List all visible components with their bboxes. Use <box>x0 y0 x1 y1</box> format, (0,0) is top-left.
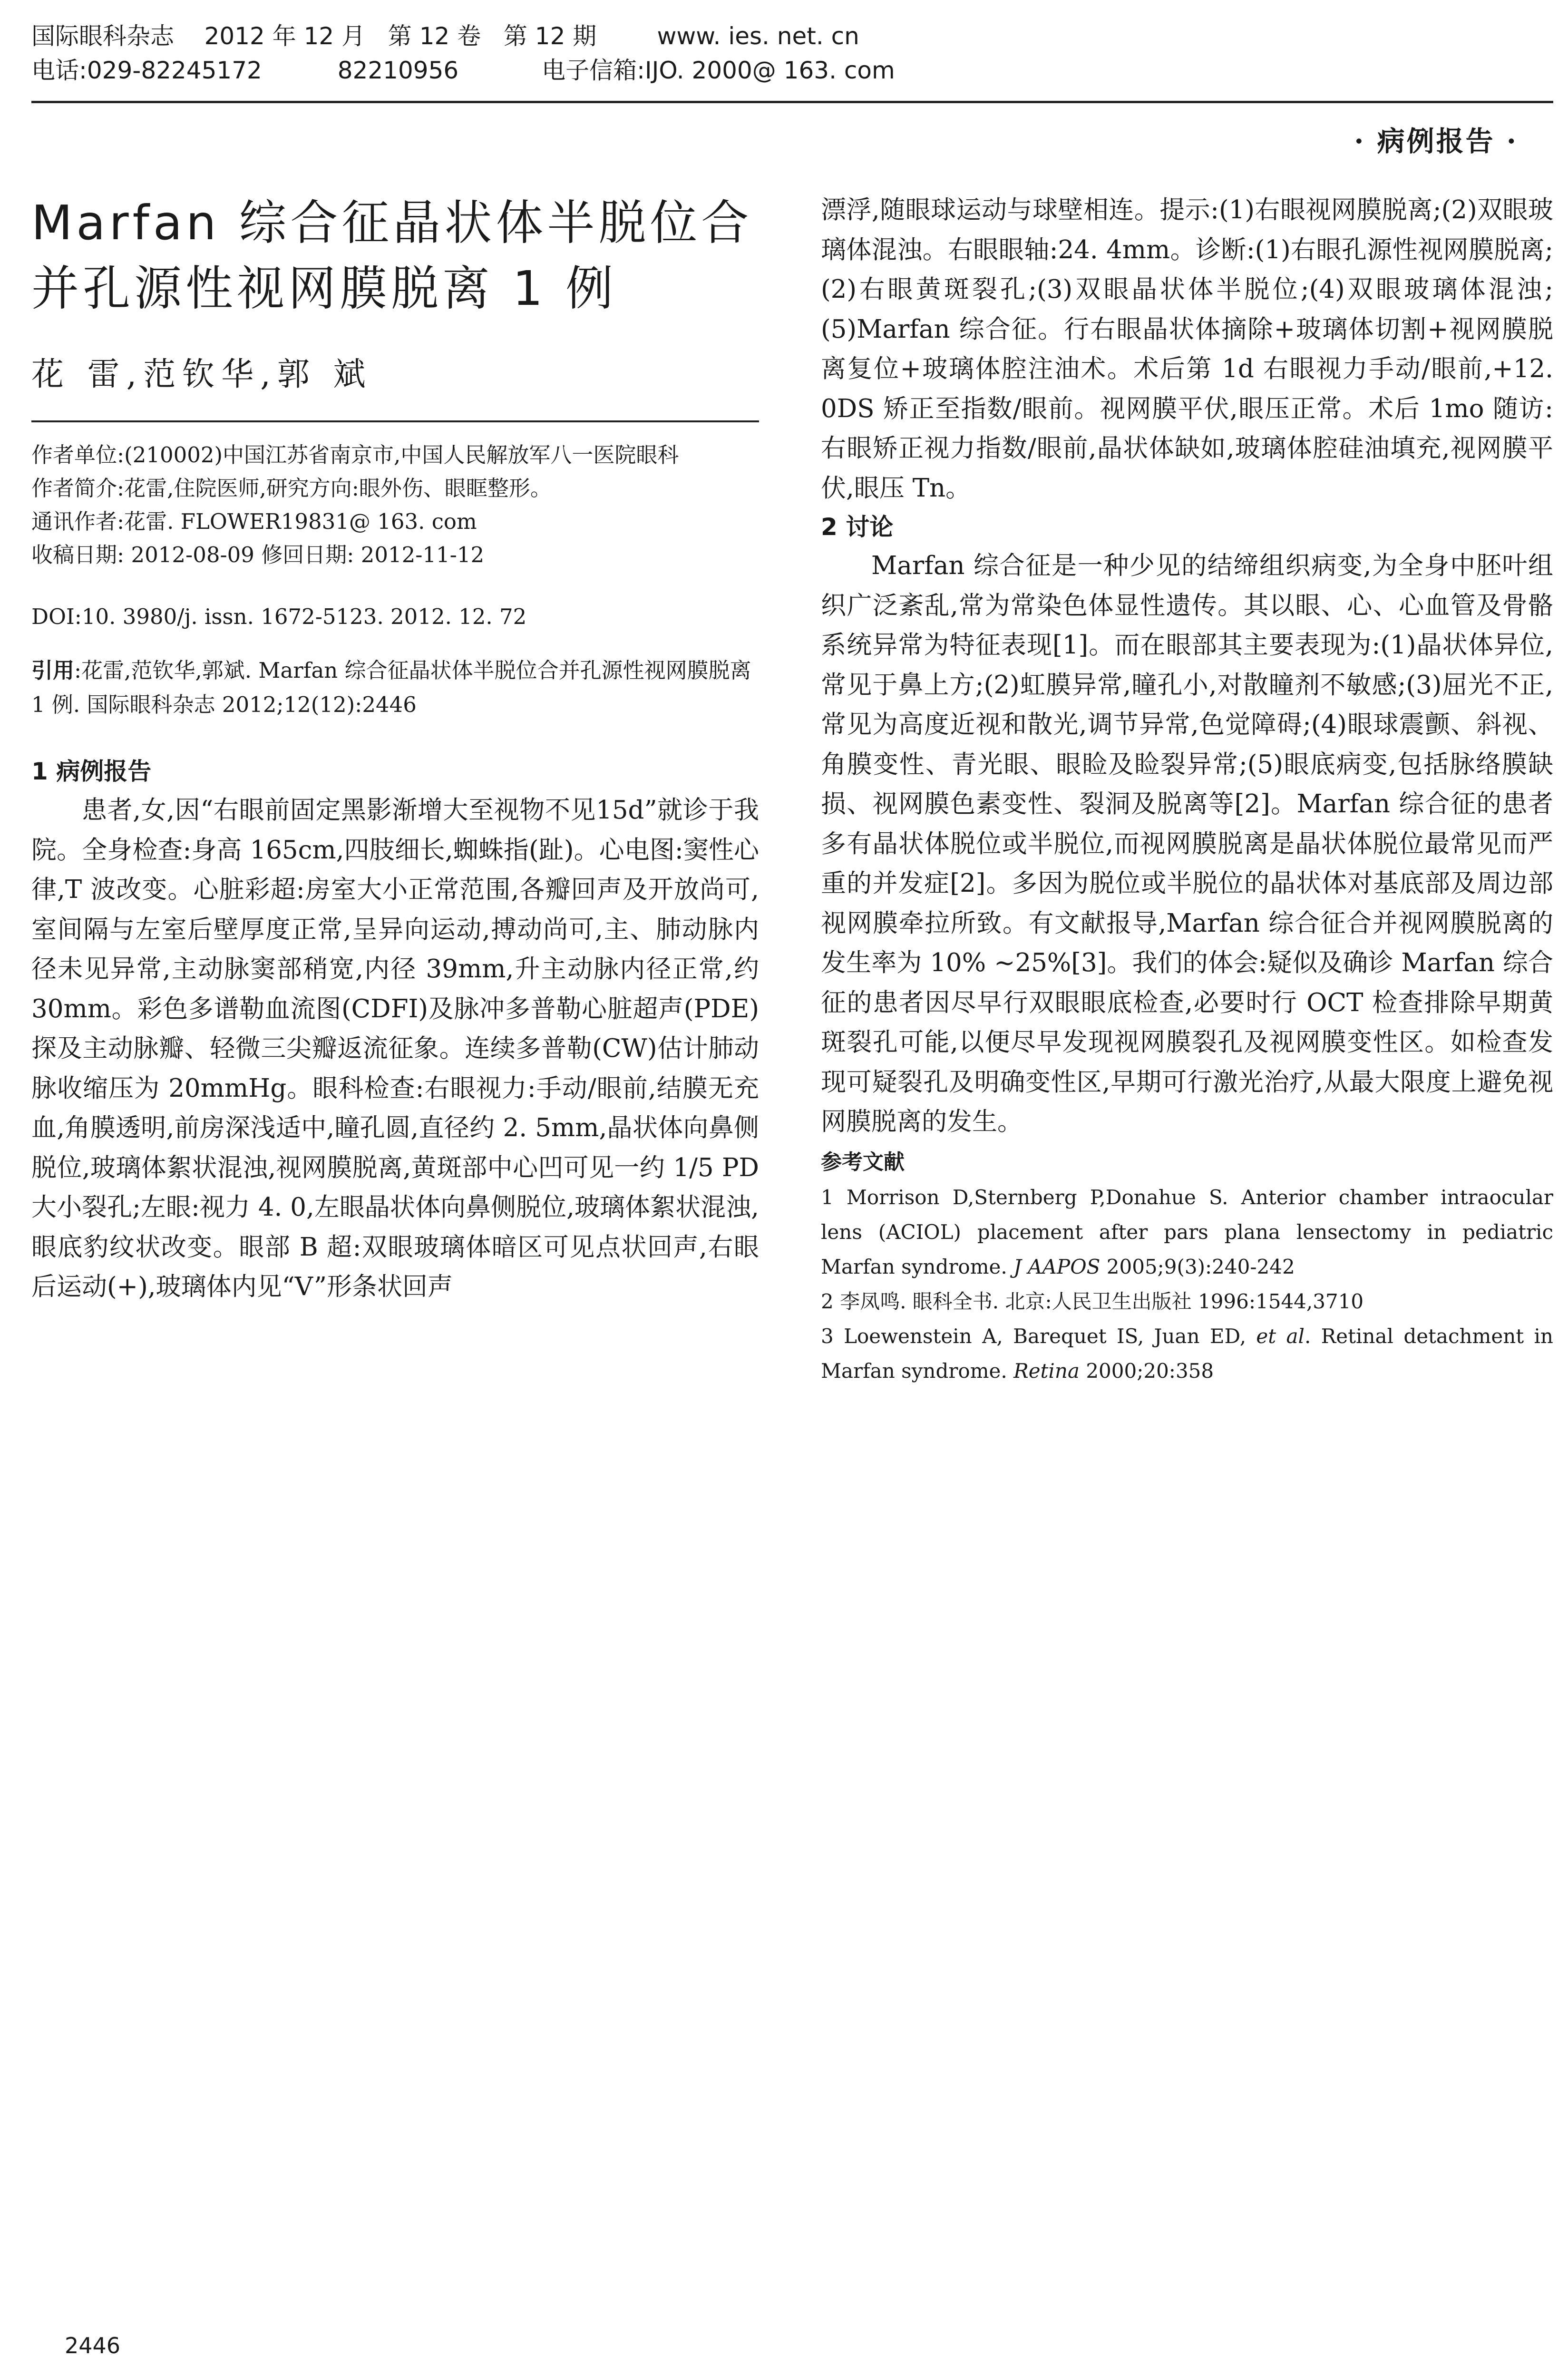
left-column <box>31 190 759 1307</box>
corresponding-author: 通讯作者:花雷. FLOWER19831@ 163. com <box>31 509 477 534</box>
reference-item: 2 李凤鸣. 眼科全书. 北京:人民卫生出版社 1996:1544,3710 <box>821 1289 1364 1313</box>
title-divider <box>31 420 759 422</box>
received-dates: 收稿日期: 2012-08-09 修回日期: 2012-11-12 <box>31 542 485 567</box>
right-column <box>821 190 1553 1388</box>
citation-block <box>31 653 759 722</box>
section-heading-case-report: 1 病例报告 <box>31 758 152 785</box>
author-intro: 作者简介:花雷,住院医师,研究方向:眼外伤、眼眶整形。 <box>31 476 552 501</box>
reference-item: 3 Loewenstein A, Barequet IS, Juan ED, et al. Retinal detachment in Marfan syndrome. Retina 2000;20:358 <box>821 1324 1553 1383</box>
article-title <box>31 190 759 321</box>
references-heading: 参考文献 <box>821 1150 905 1174</box>
discussion-paragraph: Marfan 综合征是一种少见的结缔组织病变,为全身中胚叶组织广泛紊乱,常为常染色体显性遗传。其以眼、心、心血管及骨骼系统异常为特征表现[1]。而在眼部其主要表现为:(1)晶状体异位,常见于鼻上方;(2)虹膜异常,瞳孔小,对散瞳剂不敏感;(3)屈光不正,常见为高度近视和散光,调节异常,色觉障碍;(4)眼球震颤、斜视、角膜变性、青光眼、眼睑及睑裂异常;(5)眼底病变,包括脉络膜缺损、视网膜色素变性、裂洞及脱离等[2]。Marfan 综合征的患者多有晶状体脱位或半脱位,而视网膜脱离是晶状体脱位最常见而严重的并发症[2]。多因为脱位或半脱位的晶状体对基底部及周边部视网膜牵拉所致。有文献报导,Marfan 综合征合并视网膜脱离的发生率为 10% ~25%[3]。我们的体会:疑似及确诊 Marfan 综合征的患者因尽早行双眼眼底检查,必要时行 OCT 检查排除早期黄斑裂孔可能,以便尽早发现视网膜裂孔及视网膜变性区。如检查发现可疑裂孔及明确变性区,早期可行激光治疗,从最大限度上避免视网膜脱离的发生。 <box>821 551 1553 1136</box>
section-tag: · 病例报告 · <box>1354 125 1518 157</box>
journal-header <box>31 19 1553 88</box>
author-list: 花 雷,范钦华,郭 斌 <box>31 356 372 393</box>
citation-text: :花雷,范钦华,郭斌. Marfan 综合征晶状体半脱位合并孔源性视网膜脱离 1 例. 国际眼科杂志 2012;12(12):2446 <box>31 658 751 717</box>
header-divider <box>31 101 1553 103</box>
citation-label: 引用 <box>31 658 75 683</box>
doi: DOI:10. 3980/j. issn. 1672-5123. 2012. 12. 72 <box>31 604 527 629</box>
title-line-1: Marfan 综合征晶状体半脱位合 <box>31 195 753 251</box>
reference-item: 1 Morrison D,Sternberg P,Donahue S. Anterior chamber intraocular lens (ACIOL) placement after pars plana lensectomy in pediatric Marfan syndrome. J AAPOS 2005;9(3):240-242 <box>821 1185 1553 1278</box>
case-report-continued: 漂浮,随眼球运动与球壁相连。提示:(1)右眼视网膜脱离;(2)双眼玻璃体混浊。右眼眼轴:24. 4mm。诊断:(1)右眼孔源性视网膜脱离;(2)右眼黄斑裂孔;(3)双眼晶状体半脱位;(4)双眼玻璃体混浊;(5)Marfan 综合征。行右眼晶状体摘除+玻璃体切割+视网膜脱离复位+玻璃体腔注油术。术后第 1d 右眼视力手动/眼前,+12. 0DS 矫正至指数/眼前。视网膜平伏,眼压正常。术后 1mo 随访:右眼矫正视力指数/眼前,晶状体缺如,玻璃体腔硅油填充,视网膜平伏,眼压 Tn。 <box>821 195 1553 503</box>
header-contact-line: 电话:029-82245172 82210956 电子信箱:IJO. 2000@ 163. com <box>31 57 895 84</box>
article-metadata <box>31 438 759 633</box>
title-line-2: 并孔源性视网膜脱离 1 例 <box>31 261 617 316</box>
page-number: 2446 <box>65 2333 121 2358</box>
header-journal-line: 国际眼科杂志 2012 年 12 月 第 12 卷 第 12 期 www. ies. net. cn <box>31 22 859 50</box>
case-report-paragraph: 患者,女,因“右眼前固定黑影渐增大至视物不见15d”就诊于我院。全身检查:身高 165cm,四肢细长,蜘蛛指(趾)。心电图:窦性心律,T 波改变。心脏彩超:房室大小正常范围,各瓣回声及开放尚可,室间隔与左室后壁厚度正常,呈异向运动,搏动尚可,主、肺动脉内径未见异常,主动脉窦部稍宽,内径 39mm,升主动脉内径正常,约30mm。彩色多谱勒血流图(CDFI)及脉冲多普勒心脏超声(PDE)探及主动脉瓣、轻微三尖瓣返流征象。连续多普勒(CW)估计肺动脉收缩压为 20mmHg。眼科检查:右眼视力:手动/眼前,结膜无充血,角膜透明,前房深浅适中,瞳孔圆,直径约 2. 5mm,晶状体向鼻侧脱位,玻璃体絮状混浊,视网膜脱离,黄斑部中心凹可见一约 1/5 PD 大小裂孔;左眼:视力 4. 0,左眼晶状体向鼻侧脱位,玻璃体絮状混浊,眼底豹纹状改变。眼部 B 超:双眼玻璃体暗区可见点状回声,右眼后运动(+),玻璃体内见“V”形条状回声 <box>31 796 759 1301</box>
affiliation: 作者单位:(210002)中国江苏省南京市,中国人民解放军八一医院眼科 <box>31 442 679 468</box>
section-heading-discussion: 2 讨论 <box>821 513 894 541</box>
